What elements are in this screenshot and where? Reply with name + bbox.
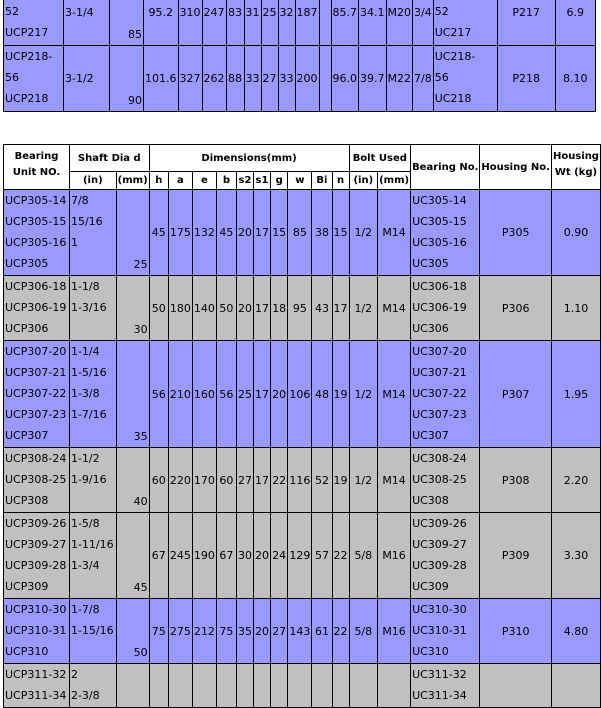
header-dim-h: h	[149, 172, 168, 190]
dim-s2: 20	[236, 276, 253, 341]
dim-h: 60	[149, 448, 168, 513]
bearing-no-line: UC311-34	[412, 689, 467, 702]
dim-a: 245	[168, 513, 192, 599]
header-bolt-used: Bolt Used	[349, 145, 411, 172]
dim-bi: 57	[312, 513, 332, 599]
dim-s1: 25	[261, 0, 278, 46]
dim-s2: 35	[236, 599, 253, 664]
header-dim-a: a	[168, 172, 192, 190]
shaft-in-line: 1	[70, 236, 78, 249]
header-dim-e: e	[192, 172, 216, 190]
dim-h: 67	[149, 513, 168, 599]
dim-g: 33	[278, 46, 295, 112]
dim-b: 56	[216, 341, 236, 448]
shaft-in	[69, 276, 116, 341]
shaft-in-line: 1-15/16	[70, 624, 114, 637]
dim-bi: 48	[312, 341, 332, 448]
bearing-no-line: UC217	[434, 26, 472, 39]
shaft-in	[69, 448, 116, 513]
dim-n: 22	[332, 599, 349, 664]
header-dim-s1: s1	[253, 172, 270, 190]
unit-no-line: UCP310-30	[5, 603, 67, 616]
dim-n: 19	[332, 448, 349, 513]
bearing-no-line: 52	[434, 5, 449, 18]
dim-bi: 52	[312, 448, 332, 513]
dim-s2: 20	[236, 190, 253, 276]
bolt-mm: M16	[378, 599, 411, 664]
dim-e: 262	[202, 46, 226, 112]
unit-no	[4, 0, 64, 46]
unit-no-line: UCP218	[5, 92, 49, 105]
shaft-in-line: 1-3/16	[70, 301, 107, 314]
housing-wt: 6.9	[555, 0, 595, 46]
shaft-mm: 45	[116, 513, 149, 599]
dim-h: 56	[149, 341, 168, 448]
bearing-no-line: UC309-28	[412, 559, 467, 572]
unit-no	[4, 448, 70, 513]
bolt-mm: M14	[378, 190, 411, 276]
dim-b: 75	[216, 599, 236, 664]
table-row	[4, 190, 601, 276]
housing-no: P217	[497, 0, 555, 46]
unit-no-line: UCP307-21	[5, 366, 67, 379]
bolt-in: 1/2	[349, 341, 378, 448]
shaft-in-line: 1-5/16	[70, 366, 107, 379]
housing-no: P308	[480, 448, 552, 513]
dim-w: 85	[288, 190, 312, 276]
dim-s2: 31	[244, 0, 261, 46]
bearing-no-line: UC305-14	[412, 194, 467, 207]
bearing-no	[411, 276, 480, 341]
table-row	[4, 448, 601, 513]
unit-no-line: UCP309-28	[5, 559, 67, 572]
bearing-no-line: UC307-21	[412, 366, 467, 379]
unit-no	[4, 513, 70, 599]
shaft-mm: 30	[116, 276, 149, 341]
dim-w: 95	[288, 276, 312, 341]
bearing-no	[411, 190, 480, 276]
unit-no-line: UCP308	[5, 494, 49, 507]
dim-b: 45	[216, 190, 236, 276]
header-dim-n: n	[332, 172, 349, 190]
housing-no: P306	[480, 276, 552, 341]
dim-s1: 17	[253, 190, 270, 276]
dim-extra: 7/8	[413, 46, 434, 112]
unit-no-line: UCP306-18	[5, 280, 67, 293]
dim-b: 60	[216, 448, 236, 513]
unit-no-line: UCP307-23	[5, 408, 67, 421]
unit-no-line: UCP306	[5, 322, 49, 335]
unit-no	[4, 46, 64, 112]
dim-a: 180	[168, 276, 192, 341]
unit-no	[4, 276, 70, 341]
dim-h: 45	[149, 190, 168, 276]
bearing-no-line: UC308	[412, 494, 449, 507]
header-dim-g: g	[270, 172, 287, 190]
dim-s1: 17	[253, 448, 270, 513]
bolt-mm: M14	[378, 448, 411, 513]
housing-no: P310	[480, 599, 552, 664]
shaft-in-line: 1-3/8	[70, 387, 100, 400]
bolt-in: 5/8	[349, 513, 378, 599]
shaft-in-line: 1-11/16	[70, 538, 114, 551]
dim-a: 175	[168, 190, 192, 276]
housing-wt: 8.10	[555, 46, 595, 112]
dim-bolt_mm: M20	[386, 0, 413, 46]
housing-wt: 1.10	[551, 276, 600, 341]
dim-e: 247	[202, 0, 226, 46]
housing-wt: 4.80	[551, 599, 600, 664]
header-bearing-no: Bearing No.	[411, 145, 480, 190]
shaft-mm: 50	[116, 599, 149, 664]
shaft-in	[69, 599, 116, 664]
bearing-no-line: UC305-16	[412, 236, 467, 249]
bolt-mm: M14	[378, 276, 411, 341]
dim-n: 85.7	[331, 0, 359, 46]
header-bolt-in: (in)	[349, 172, 378, 190]
dim-bi: 38	[312, 190, 332, 276]
shaft-in-line: 1-7/16	[70, 408, 107, 421]
unit-no-line: UCP307-22	[5, 387, 67, 400]
table-row	[4, 513, 601, 599]
unit-no-line: UCP308-25	[5, 473, 67, 486]
dim-n: 22	[332, 513, 349, 599]
shaft-in-line: 1-1/8	[70, 280, 100, 293]
dim-a: 220	[168, 448, 192, 513]
dim-h: 50	[149, 276, 168, 341]
unit-no-line: UCP311-32	[5, 668, 67, 681]
unit-no-line: UCP307	[5, 429, 49, 442]
housing-no: P218	[497, 46, 555, 112]
bearing-no-line: UC308-25	[412, 473, 467, 486]
header-dim-bi: Bi	[312, 172, 332, 190]
dim-bi	[319, 46, 331, 112]
bearing-no-line: UC309-27	[412, 538, 467, 551]
dim-n: 15	[332, 190, 349, 276]
shaft-in-line: 1-1/2	[70, 452, 100, 465]
unit-no-line: UCP311-34	[5, 689, 67, 702]
dim-s2: 33	[244, 46, 261, 112]
shaft-in-line: 1-7/8	[70, 603, 100, 616]
table-row	[4, 341, 601, 448]
bearing-no-line: UC305-15	[412, 215, 467, 228]
dim-g: 20	[270, 341, 287, 448]
header-shaft-dia: Shaft Dia d	[69, 145, 149, 172]
bolt-mm: M14	[378, 341, 411, 448]
dim-e: 190	[192, 513, 216, 599]
dim-b: 83	[226, 0, 244, 46]
dim-w: 143	[288, 599, 312, 664]
dim-e: 170	[192, 448, 216, 513]
bearing-no-line: UC305	[412, 257, 449, 270]
unit-no-line: UCP308-24	[5, 452, 67, 465]
bearing-no-line: UC306	[412, 322, 449, 335]
shaft-in: 3-1/2	[64, 46, 110, 112]
dim-bi: 61	[312, 599, 332, 664]
bearing-no-line: UC309-26	[412, 517, 467, 530]
bolt-in: 1/2	[349, 276, 378, 341]
dim-bi: 43	[312, 276, 332, 341]
shaft-in-line: 1-9/16	[70, 473, 107, 486]
unit-no-line: UCP217	[5, 26, 49, 39]
shaft-mm: 90	[110, 46, 144, 112]
bearing-no-line: UC309	[412, 580, 449, 593]
bearing-no-line: UC307-22	[412, 387, 467, 400]
housing-no: P307	[480, 341, 552, 448]
dim-b: 50	[216, 276, 236, 341]
dim-s2: 27	[236, 448, 253, 513]
bearing-no	[411, 513, 480, 599]
housing-wt: 2.20	[551, 448, 600, 513]
dim-s1: 27	[261, 46, 278, 112]
bearing-no-line: UC218-	[434, 50, 476, 63]
dim-s1: 20	[253, 599, 270, 664]
unit-no-line: UCP309	[5, 580, 49, 593]
shaft-in-line: 2-3/8	[70, 689, 100, 702]
bearing-no-line: UC311-32	[412, 668, 467, 681]
dim-bolt_mm: M22	[386, 46, 413, 112]
bolt-in: 5/8	[349, 599, 378, 664]
table-row	[4, 0, 596, 46]
dim-s1: 17	[253, 341, 270, 448]
dim-s1: 20	[253, 513, 270, 599]
dim-a: 210	[168, 341, 192, 448]
unit-no	[4, 190, 70, 276]
shaft-in-line: 1-1/4	[70, 345, 100, 358]
shaft-mm: 35	[116, 341, 149, 448]
dim-w: 116	[288, 448, 312, 513]
unit-no-line: UCP309-27	[5, 538, 67, 551]
unit-no-line: UCP310-31	[5, 624, 67, 637]
bearing-no	[433, 0, 497, 46]
shaft-mm: 25	[116, 190, 149, 276]
dim-bi	[319, 0, 331, 46]
header-dimensions: Dimensions(mm)	[149, 145, 349, 172]
unit-no-line: UCP305-14	[5, 194, 67, 207]
dim-bolt_in: 39.7	[359, 46, 387, 112]
bolt-in: 1/2	[349, 448, 378, 513]
dim-s1: 17	[253, 276, 270, 341]
table-row	[4, 46, 596, 112]
header-dim-b: b	[216, 172, 236, 190]
unit-no-line: UCP305-16	[5, 236, 67, 249]
bearing-no	[411, 599, 480, 664]
dim-n: 96.0	[331, 46, 359, 112]
bearing-no-line: 56	[434, 71, 449, 84]
dim-e: 212	[192, 599, 216, 664]
unit-no-line: UCP307-20	[5, 345, 67, 358]
header-shaft-mm: (mm)	[116, 172, 149, 190]
header-housing-no: Housing No.	[480, 145, 552, 190]
bearing-no-line: UC306-18	[412, 280, 467, 293]
dim-w: 106	[288, 341, 312, 448]
housing-wt: 3.30	[551, 513, 600, 599]
dim-g: 27	[270, 599, 287, 664]
bearing-no-line: UC307	[412, 429, 449, 442]
bolt-in: 1/2	[349, 190, 378, 276]
shaft-in-line: 15/16	[70, 215, 103, 228]
shaft-in-line: 2	[70, 668, 78, 681]
bearing-no-line: UC307-23	[412, 408, 467, 421]
header-bolt-mm: (mm)	[378, 172, 411, 190]
bearing-no-line: UC310	[412, 645, 449, 658]
bearing-no	[411, 341, 480, 448]
dim-g: 15	[270, 190, 287, 276]
dim-e: 160	[192, 341, 216, 448]
unit-no-line: 52	[5, 5, 19, 18]
header-dim-w: w	[288, 172, 312, 190]
dim-w: 187	[295, 0, 319, 46]
unit-no-line: UCP218-	[5, 50, 53, 63]
dim-g: 32	[278, 0, 295, 46]
dim-w: 129	[288, 513, 312, 599]
dim-n: 17	[332, 276, 349, 341]
dim-h: 95.2	[144, 0, 179, 46]
shaft-mm: 40	[116, 448, 149, 513]
header-dim-s2: s2	[236, 172, 253, 190]
dim-s2: 30	[236, 513, 253, 599]
bearing-no	[411, 448, 480, 513]
dim-e: 132	[192, 190, 216, 276]
unit-no	[4, 341, 70, 448]
dim-g: 24	[270, 513, 287, 599]
dim-b: 88	[226, 46, 244, 112]
dim-b: 67	[216, 513, 236, 599]
bearing-no-line: UC307-20	[412, 345, 467, 358]
shaft-mm: 85	[110, 0, 144, 46]
dim-g: 18	[270, 276, 287, 341]
bolt-mm: M16	[378, 513, 411, 599]
unit-no-line: UCP306-19	[5, 301, 67, 314]
dim-a: 310	[178, 0, 202, 46]
housing-wt: 0.90	[551, 190, 600, 276]
bearing-spec-table	[3, 144, 601, 708]
header-bearing-unit: Bearing Unit NO.	[4, 145, 70, 190]
dim-a: 327	[178, 46, 202, 112]
table-row	[4, 276, 601, 341]
shaft-in	[69, 341, 116, 448]
unit-no-line: UCP305	[5, 257, 49, 270]
bearing-no-line: UC310-30	[412, 603, 467, 616]
housing-wt: 1.95	[551, 341, 600, 448]
dim-h: 75	[149, 599, 168, 664]
unit-no-line: UCP305-15	[5, 215, 67, 228]
shaft-in	[69, 190, 116, 276]
shaft-in-line: 1-5/8	[70, 517, 100, 530]
unit-no-line: UCP310	[5, 645, 49, 658]
housing-no: P305	[480, 190, 552, 276]
bearing-no-line: UC306-19	[412, 301, 467, 314]
header-housing-wt: Housing Wt (kg)	[551, 145, 600, 190]
dim-a: 275	[168, 599, 192, 664]
shaft-in-line: 1-3/4	[70, 559, 100, 572]
shaft-in-line: 7/8	[70, 194, 89, 207]
dim-g: 22	[270, 448, 287, 513]
shaft-in: 3-1/4	[64, 0, 110, 46]
unit-no-line: UCP309-26	[5, 517, 67, 530]
dim-extra: 3/4	[413, 0, 434, 46]
bearing-no-line: UC310-31	[412, 624, 467, 637]
dim-n: 19	[332, 341, 349, 448]
dim-s2: 25	[236, 341, 253, 448]
table-row	[4, 599, 601, 664]
shaft-in	[69, 513, 116, 599]
bearing-no	[433, 46, 497, 112]
bearing-no-line: UC218	[434, 92, 472, 105]
unit-no	[4, 599, 70, 664]
bearing-no-line: UC308-24	[412, 452, 467, 465]
dim-e: 140	[192, 276, 216, 341]
housing-no: P309	[480, 513, 552, 599]
top-spec-table	[3, 0, 596, 112]
header-shaft-in: (in)	[69, 172, 116, 190]
dim-w: 200	[295, 46, 319, 112]
unit-no-line: 56	[5, 71, 19, 84]
dim-h: 101.6	[144, 46, 179, 112]
dim-bolt_in: 34.1	[359, 0, 387, 46]
